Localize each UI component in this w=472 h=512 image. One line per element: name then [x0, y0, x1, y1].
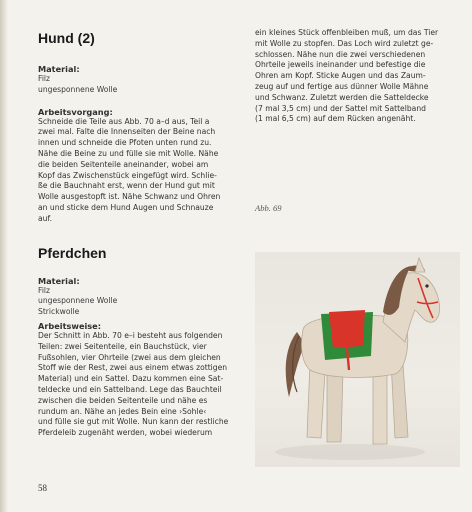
- text-line: und fülle sie gut mit Wolle. Nun kann der restliche: [38, 417, 229, 427]
- text-line: auf.: [38, 213, 53, 223]
- page-gutter-shadow: [0, 0, 8, 512]
- material-item: ungesponnene Wolle: [38, 296, 118, 306]
- text-line: zeug auf und fertige aus dünner Wolle Mähne: [255, 81, 429, 91]
- instructions-continued: [255, 28, 460, 125]
- material-label-hund: Material:: [38, 64, 80, 74]
- figure-caption: Abb. 69: [255, 203, 282, 214]
- text-line: an und sticke dem Hund Augen und Schnauze: [38, 202, 214, 212]
- text-line: schlossen. Nähe nun die zwei verschiedenen: [255, 49, 426, 59]
- text-line: Kopf das Zwischenstück eingefügt wird. Schlie-: [38, 170, 217, 180]
- text-line: Der Schnitt in Abb. 70 e–i besteht aus folgenden: [38, 330, 223, 340]
- text-line: mit Wolle zu stopfen. Das Loch wird zuletzt ge-: [255, 38, 434, 48]
- text-line: zwischen die beiden Seitenteile und nähe es: [38, 395, 208, 405]
- text-line: (1 mal 6,5 cm) auf dem Rücken angenäht.: [255, 114, 416, 124]
- text-line: ein kleines Stück offenbleiben muß, um das Tier: [255, 28, 439, 37]
- material-item: ungesponnene Wolle: [38, 84, 118, 94]
- text-line: Wolle ausgestopft ist. Nähe Schwanz und Ohren: [38, 192, 221, 202]
- text-line: Schneide die Teile aus Abb. 70 a–d aus, Teil a: [38, 116, 210, 126]
- text-line: die beiden Seitenteile aneinander, wobei am: [38, 159, 209, 169]
- text-line: rundum an. Nähe an jedes Bein eine ›Sohle‹: [38, 406, 207, 416]
- material-item: Filz: [38, 74, 51, 83]
- right-column: [255, 28, 460, 213]
- text-line: (7 mal 3,5 cm) und der Sattel mit Sattelband: [255, 103, 426, 113]
- text-line: und Schwanz. Zuletzt werden die Satteldecke: [255, 92, 429, 102]
- material-item: Strickwolle: [38, 307, 80, 317]
- work-label-hund: Arbeitsvorgang:: [38, 106, 113, 117]
- text-line: Stoff wie der Rest, zwei aus einem etwas zottigen: [38, 363, 228, 373]
- text-line: Ohrteile jeweils ineinander und befestige die: [255, 60, 426, 70]
- text-line: Nähe die Beine zu und fülle sie mit Wolle. Nähe: [38, 148, 219, 158]
- heading-hund: Hund (2): [38, 30, 95, 46]
- text-line: teldecke und ein Sattelband. Lege das Bauchteil: [38, 384, 222, 394]
- text-line: zwei mal. Falte die Innenseiten der Beine nach: [38, 127, 216, 137]
- text-line: Teilen: zwei Seitenteile, ein Bauchstück, vier: [38, 341, 207, 351]
- text-line: Ohren am Kopf. Sticke Augen und das Zaum-: [255, 71, 426, 81]
- work-label-pferdchen: Arbeitsweise:: [38, 320, 102, 331]
- material-label-pferdchen: Material:: [38, 275, 80, 286]
- page-number: 58: [38, 483, 47, 493]
- text-line: Pferdeleib zugenäht werden, wobei wiederum: [38, 428, 213, 438]
- material-item: Filz: [38, 285, 51, 295]
- text-line: Material) und ein Sattel. Dazu kommen eine Sat-: [38, 374, 224, 384]
- heading-pferdchen: Pferdchen: [38, 244, 107, 261]
- horse-photo: [255, 252, 460, 467]
- instructions-pferdchen: [38, 331, 238, 439]
- text-line: Fußsohlen, vier Ohrteile (zwei aus dem gleichen: [38, 352, 221, 362]
- left-column: [38, 30, 238, 439]
- text-line: innen und schneide die Pfoten unten rund zu.: [38, 138, 212, 148]
- felt-horse-illustration: [255, 252, 460, 467]
- text-line: ße die Bauchnaht erst, wenn der Hund gut mit: [38, 181, 215, 191]
- instructions-hund: [38, 117, 238, 225]
